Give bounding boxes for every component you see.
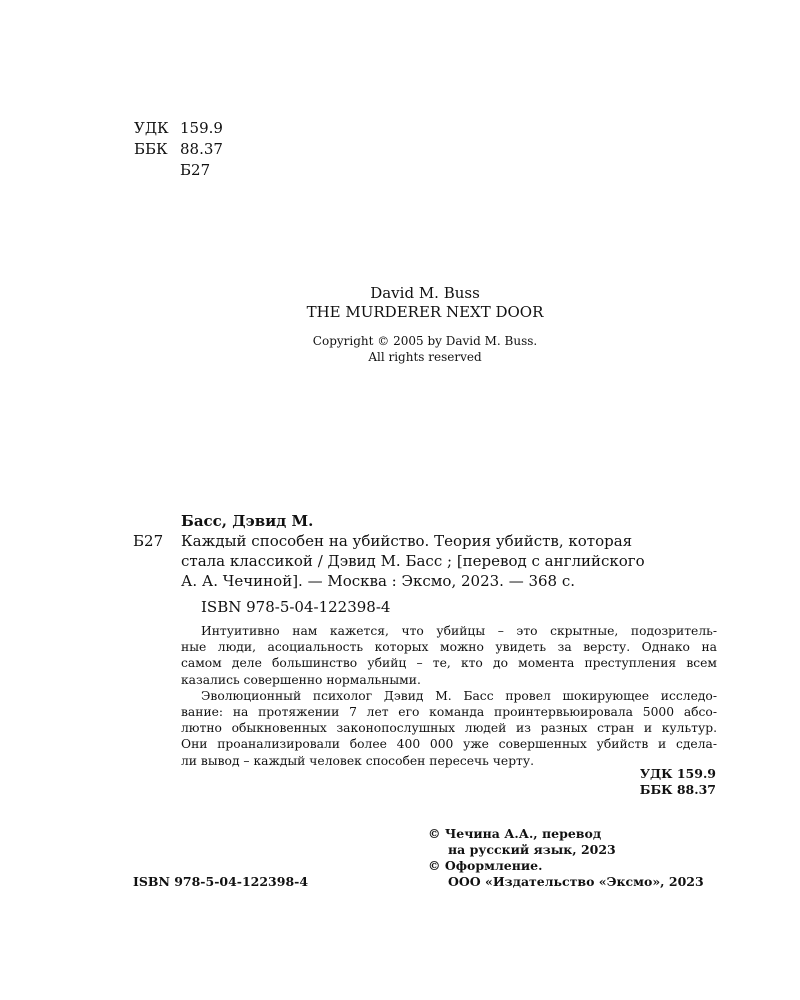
bbk-code-right: ББК 88.37: [639, 782, 716, 797]
bib-line: Каждый способен на убийство. Теория убийств, которая: [181, 532, 633, 550]
bib-code: Б27: [133, 532, 164, 550]
copyright-line: © Чечина А.А., перевод: [428, 826, 602, 841]
bbk-value: 88.37: [180, 140, 223, 158]
udk-label: УДК: [134, 119, 169, 137]
original-copyright: Copyright © 2005 by David M. Buss.: [312, 334, 538, 348]
annotation-line: Они проанализировали более 400 000 уже совершенных убийств и сдела-: [181, 737, 717, 752]
udk-code-right: УДК 159.9: [639, 766, 716, 781]
annotation-line: ли вывод – каждый человек способен пересечь черту.: [181, 753, 535, 768]
copyright-line: ООО «Издательство «Эксмо», 2023: [448, 874, 704, 889]
annotation-line: казались совершенно нормальными.: [181, 672, 421, 687]
original-author: David M. Buss: [370, 284, 480, 302]
annotation-line: вание: на протяжении 7 лет его команда проинтервьюировала 5000 абсо-: [181, 705, 717, 720]
annotation-line: ные люди, асоциальность которых можно увидеть за версту. Однако на: [181, 640, 717, 655]
annotation-line: Интуитивно нам кажется, что убийцы – это скрытные, подозритель-: [201, 624, 717, 638]
annotation: [181, 623, 717, 769]
bbk-row: [134, 139, 223, 160]
author-mark-row: [134, 160, 223, 181]
original-title: THE MURDERER NEXT DOOR: [306, 303, 544, 321]
udk-row: [134, 118, 223, 139]
annotation-line: самом деле большинство убийц – те, кто до момента преступления всем: [181, 656, 717, 671]
codes-right: [640, 766, 716, 798]
bib-line: А. А. Чечиной]. — Москва : Эксмо, 2023. — 368 с.: [181, 572, 576, 590]
bib-heading: Басс, Дэвид М.: [181, 512, 314, 530]
bbk-label: ББК: [134, 140, 168, 158]
bib-isbn: ISBN 978-5-04-122398-4: [201, 598, 391, 616]
footer-isbn: ISBN 978-5-04-122398-4: [133, 874, 309, 889]
original-rights: All rights reserved: [368, 350, 482, 364]
footer-copyright: [428, 826, 704, 890]
udk-value: 159.9: [180, 119, 223, 137]
annotation-line: лютно обыкновенных законопослушных людей из разных стран и культур.: [181, 721, 717, 736]
copyright-line: на русский язык, 2023: [448, 842, 616, 857]
copyright-line: © Оформление.: [428, 858, 543, 873]
bib-line: стала классикой / Дэвид М. Басс ; [перевод с английского: [181, 552, 645, 570]
author-mark-value: Б27: [180, 161, 211, 179]
annotation-line: Эволюционный психолог Дэвид М. Басс провел шокирующее исследо-: [201, 688, 717, 703]
classification-block: [134, 118, 223, 181]
